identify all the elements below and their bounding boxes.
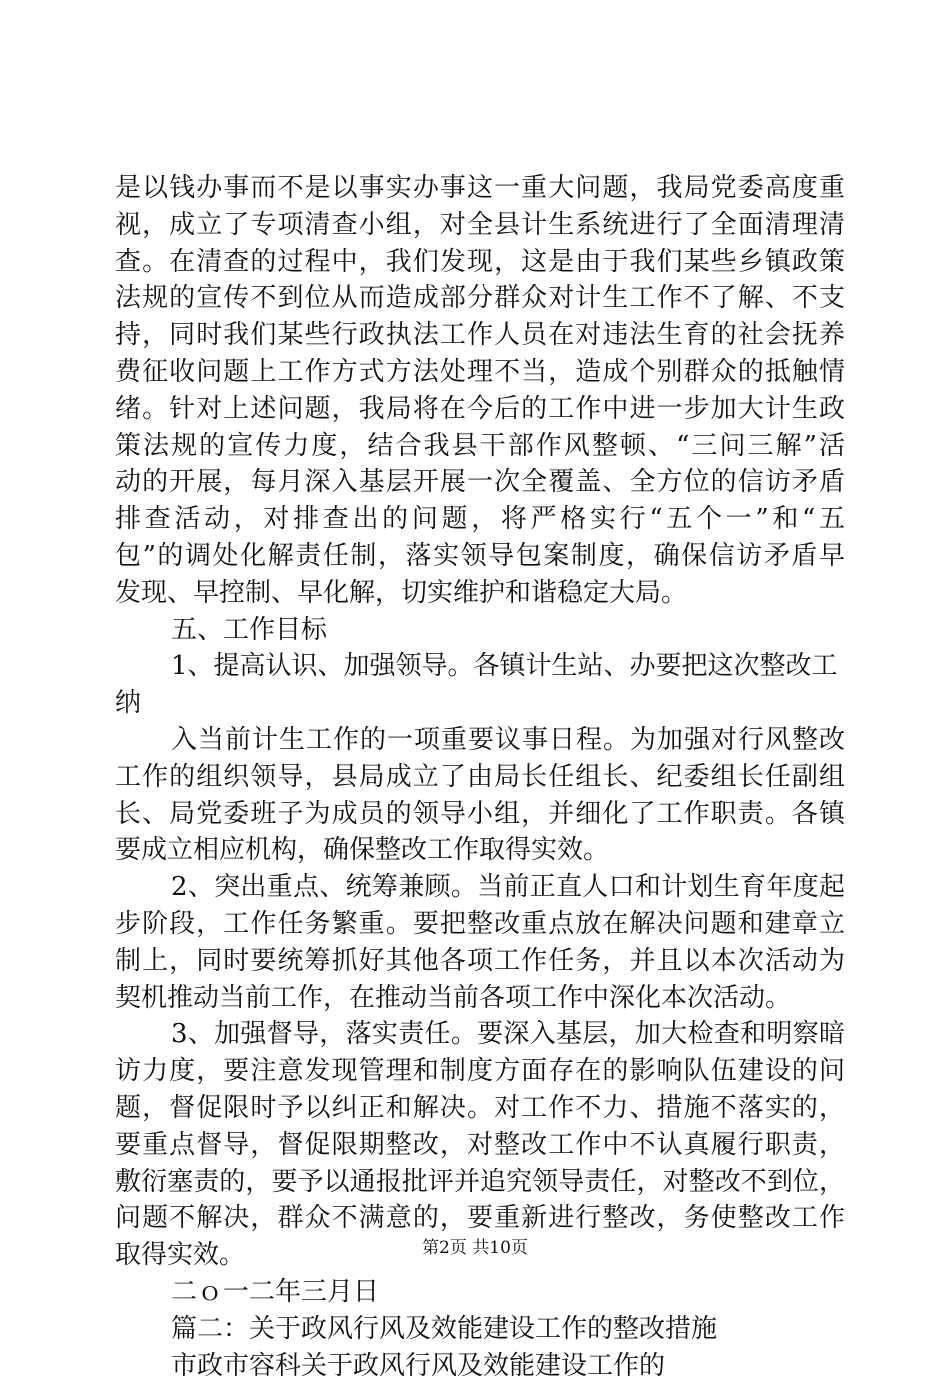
paragraph [115,1274,845,1311]
text-line: 敷衍塞责的，要予以通报批评并追究领导责任，对整改不到位， [115,1164,845,1201]
text-line: 查。在清查的过程中，我们发现，这是由于我们某些乡镇政策 [115,244,845,281]
text-line: 步阶段，工作任务繁重。要把整改重点放在解决问题和建章立 [115,906,845,943]
text-line: 视，成立了专项清查小组，对全县计生系统进行了全面清理清 [115,207,845,244]
text-line: 契机推动当前工作，在推动当前各项工作中深化本次活动。 [115,980,845,1017]
text-line: 3、加强督导，落实责任。要深入基层，加大检查和明察暗 [115,1016,845,1053]
text-line: 篇二：关于政风行风及效能建设工作的整改措施 [115,1311,845,1348]
text-line: 动的开展，每月深入基层开展一次全覆盖、全方位的信访矛盾 [115,464,845,501]
text-line: 发现、早控制、早化解，切实维护和谐稳定大局。 [115,575,845,612]
text-line: 访力度，要注意发现管理和制度方面存在的影响队伍建设的问 [115,1053,845,1090]
paragraph [115,1348,845,1384]
text-line: 市政市容科关于政风行风及效能建设工作的 [115,1348,845,1384]
paragraph [115,612,845,649]
text-line: 绪。针对上述问题，我局将在今后的工作中进一步加大计生政 [115,391,845,428]
text-line: 工作的组织领导，县局成立了由局长任组长、纪委组长任副组 [115,759,845,796]
text-line: 取得实效。 [115,1237,845,1274]
paragraph [115,170,845,612]
text-line: 问题不解决，群众不满意的，要重新进行整改，务使整改工作 [115,1200,845,1237]
text-line: 制上，同时要统筹抓好其他各项工作任务，并且以本次活动为 [115,943,845,980]
text-line: 纳 [115,685,845,722]
paragraph [115,648,845,685]
text-line: 2、突出重点、统筹兼顾。当前正直人口和计划生育年度起 [115,869,845,906]
text-line: 是以钱办事而不是以事实办事这一重大问题，我局党委高度重 [115,170,845,207]
text-line: 题，督促限时予以纠正和解决。对工作不力、措施不落实的， [115,1090,845,1127]
text-line: 排查活动，对排查出的问题，将严格实行“五个一”和“五 [115,501,845,538]
paragraph [115,685,845,722]
text-line: 策法规的宣传力度，结合我县干部作风整顿、“三问三解”活 [115,428,845,465]
text-line: 1、提高认识、加强领导。各镇计生站、办要把这次整改工 [115,648,845,685]
text-line: 入当前计生工作的一项重要议事日程。为加强对行风整改 [115,722,845,759]
text-line: 法规的宣传不到位从而造成部分群众对计生工作不了解、不支 [115,280,845,317]
text-line: 费征收问题上工作方式方法处理不当，造成个别群众的抵触情 [115,354,845,391]
paragraph [115,722,845,869]
text-line: 持，同时我们某些行政执法工作人员在对违法生育的社会抚养 [115,317,845,354]
text-line: 五、工作目标 [115,612,845,649]
text-line: 包”的调处化解责任制，落实领导包案制度，确保信访矛盾早 [115,538,845,575]
document-body [115,170,845,1384]
paragraph [115,869,845,1016]
text-line: 要成立相应机构，确保整改工作取得实效。 [115,832,845,869]
page-footer: 第2页 共10页 [0,1236,950,1260]
paragraph [115,1311,845,1348]
text-line: 要重点督导，督促限期整改，对整改工作中不认真履行职责， [115,1127,845,1164]
text-line: 长、局党委班子为成员的领导小组，并细化了工作职责。各镇 [115,796,845,833]
text-line: 二ｏ一二年三月日 [115,1274,845,1311]
